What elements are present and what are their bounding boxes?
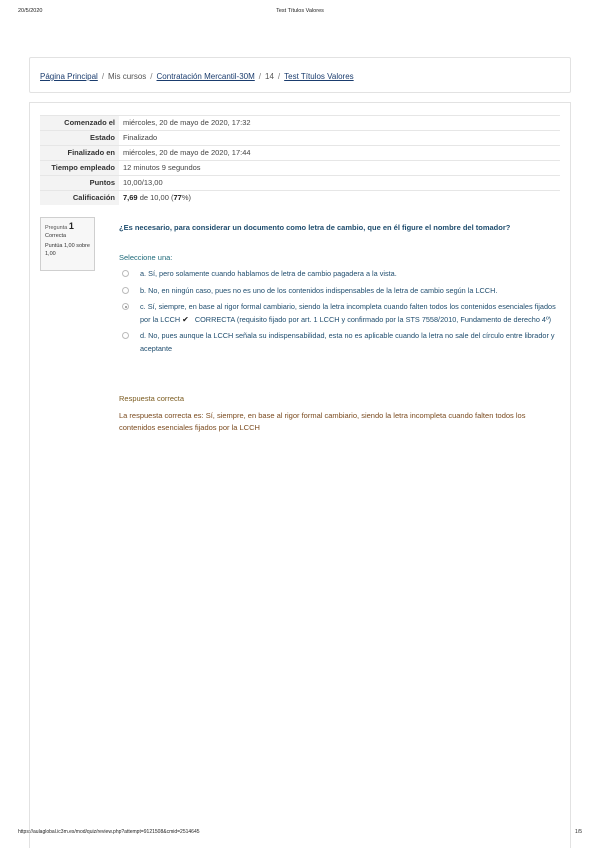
breadcrumb-separator: / xyxy=(277,72,281,81)
summary-value: 10,00/13,00 xyxy=(119,176,560,191)
breadcrumb-course-link[interactable]: Contratación Mercantil-30M xyxy=(156,72,255,81)
summary-label: Comenzado el xyxy=(40,116,119,131)
summary-value: Finalizado xyxy=(119,131,560,146)
summary-row xyxy=(40,191,560,206)
radio-button[interactable] xyxy=(122,270,129,277)
summary-row xyxy=(40,131,560,146)
breadcrumb-bar xyxy=(29,57,571,93)
question-content xyxy=(119,223,559,359)
breadcrumb-separator: / xyxy=(258,72,262,81)
print-date: 20/5/2020 xyxy=(18,8,43,14)
answer-option[interactable] xyxy=(119,330,559,355)
question-number: 1 xyxy=(68,221,74,231)
summary-value: 12 minutos 9 segundos xyxy=(119,161,560,176)
breadcrumb-separator: / xyxy=(101,72,105,81)
breadcrumb-separator: / xyxy=(150,72,153,81)
feedback-title: Respuesta correcta xyxy=(119,394,185,403)
answer-text: a. Sí, pero solamente cuando hablamos de letra de cambio pagadera a la vista. xyxy=(140,269,397,278)
summary-label: Estado xyxy=(40,131,119,146)
answer-option[interactable] xyxy=(119,268,559,281)
answer-text: c. Sí, siempre, en base al rigor formal cambiario, siendo la letra incompleta cuando falten todos los contenidos esenciales fijados por la LCCH xyxy=(140,302,556,324)
question-feedback xyxy=(119,393,559,435)
radio-button[interactable] xyxy=(122,287,129,294)
quiz-review-panel xyxy=(29,102,571,848)
radio-button-selected[interactable] xyxy=(122,303,129,310)
summary-label: Puntos xyxy=(40,176,119,191)
breadcrumb-my-courses: Mis cursos xyxy=(108,72,147,81)
summary-value: miércoles, 20 de mayo de 2020, 17:44 xyxy=(119,146,560,161)
print-title: Test Títulos Valores xyxy=(276,8,324,14)
answer-list xyxy=(119,268,559,355)
breadcrumb xyxy=(40,72,354,81)
grade-end: %) xyxy=(181,193,191,202)
answer-text: d. No, pues aunque la LCCH señala su indispensabilidad, esta no es aplicable cuando la letra no sale del círculo entre librador y aceptante xyxy=(140,331,555,353)
question-number-line xyxy=(45,222,90,232)
grade-rest: de 10,00 ( xyxy=(137,193,174,202)
question-mark: Puntúa 1,00 sobre 1,00 xyxy=(45,243,90,257)
summary-label: Calificación xyxy=(40,191,119,206)
question-state: Correcta xyxy=(45,233,67,239)
answer-option[interactable] xyxy=(119,285,559,298)
breadcrumb-quiz-link[interactable]: Test Títulos Valores xyxy=(284,72,354,81)
select-prompt: Seleccione una: xyxy=(119,253,173,262)
answer-option-selected[interactable] xyxy=(119,301,559,326)
summary-label: Finalizado en xyxy=(40,146,119,161)
print-footer xyxy=(18,829,582,839)
print-url: https://aulaglobal.ic3m.es/mod/quiz/review.php?attempt=9121508&cmid=2514645 xyxy=(18,829,200,835)
summary-row xyxy=(40,146,560,161)
summary-value: miércoles, 20 de mayo de 2020, 17:32 xyxy=(119,116,560,131)
breadcrumb-section: 14 xyxy=(265,72,274,81)
answer-text: b. No, en ningún caso, pues no es uno de los contenidos indispensables de la letra de cambio según la LCCH. xyxy=(140,285,498,295)
summary-row xyxy=(40,116,560,131)
summary-row xyxy=(40,176,560,191)
attempt-summary-table xyxy=(40,115,560,205)
print-page-count: 1/5 xyxy=(575,829,582,835)
summary-row xyxy=(40,161,560,176)
answer-feedback-note: CORRECTA (requisito fijado por art. 1 LCCH y confirmado por la STS 7558/2010, Fundamento de derecho 4º) xyxy=(194,314,552,324)
breadcrumb-home-link[interactable]: Página Principal xyxy=(40,72,98,81)
question-info-box xyxy=(40,217,95,271)
radio-button[interactable] xyxy=(122,332,129,339)
correct-check-icon: ✔ xyxy=(182,314,189,324)
summary-label: Tiempo empleado xyxy=(40,161,119,176)
grade-value: 7,69 xyxy=(123,193,138,202)
question-text: ¿Es necesario, para considerar un documento como letra de cambio, que en él figure el nombre del tomador? xyxy=(119,223,511,232)
print-header xyxy=(18,8,582,20)
summary-value xyxy=(119,191,560,206)
grade-percent: 77 xyxy=(173,193,182,202)
feedback-text: La respuesta correcta es: Sí, siempre, en base al rigor formal cambiario, siendo la letra incompleta cuando falten todos los contenidos esenciales fijados por la LCCH xyxy=(119,410,526,432)
question-label: Pregunta xyxy=(45,225,68,231)
